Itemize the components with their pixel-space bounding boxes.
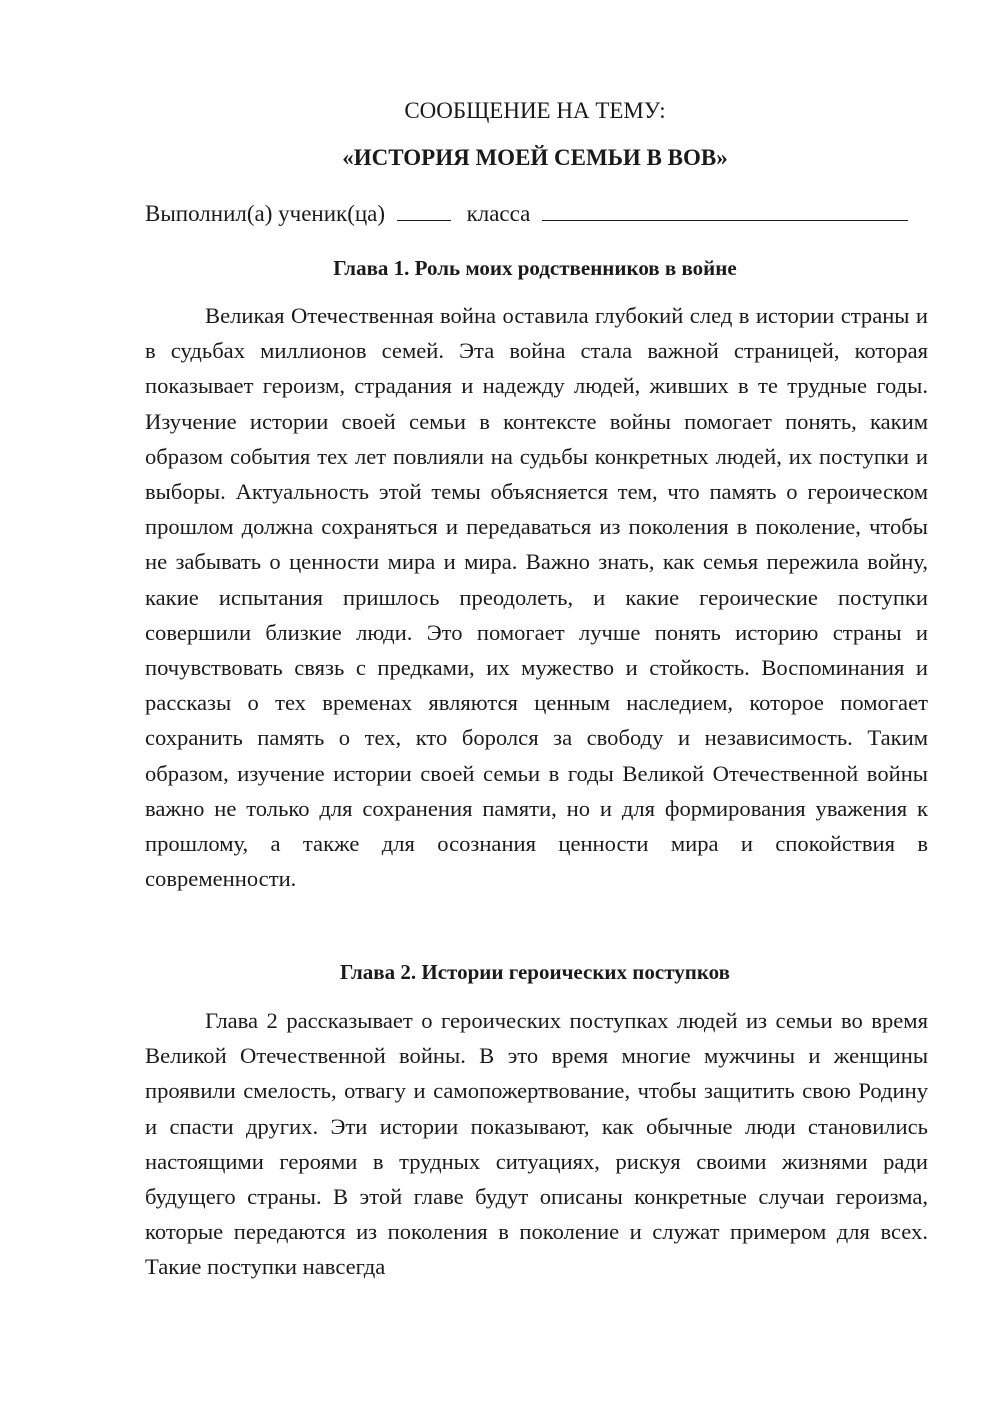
document-title: СООБЩЕНИЕ НА ТЕМУ: [404, 98, 666, 123]
chapter-1-heading: Глава 1. Роль моих родственников в войне [333, 256, 737, 280]
performed-label: Выполнил(а) ученик(ца) [145, 201, 386, 226]
class-label: класса [466, 201, 531, 226]
chapter-1-paragraph: Великая Отечественная война оставила глубокий след в истории страны и в судьбах миллионов семей. Эта война стала важной страницей, которая показывает героизм, страдания и надежду людей, живших в те трудные годы. Изучение истории своей семьи в контексте войны помогает понять, каким образом события тех лет повлияли на судьбы конкретных людей, их поступки и выборы. Актуальность этой темы объясняется тем, что память о героическом прошлом должна сохраняться и передаваться из поколения в поколение, чтобы не забывать о ценности мира и мира. Важно знать, как семья пережила войну, какие испытания пришлось преодолеть, и какие героические поступки совершили близкие люди. Это помогает лучше понять историю страны и почувствовать связь с предками, их мужество и стойкость. Воспоминания и рассказы о тех временах являются ценным наследием, которое помогает сохранить память о тех, кто боролся за свободу и независимость. Таким образом, изучение истории своей семьи в годы Великой Отечественной войны важно не только для сохранения памяти, но и для формирования уважения к прошлому, а также для осознания ценности мира и спокойствия в современности. [145, 303, 928, 892]
chapter-2-paragraph: Глава 2 рассказывает о героических поступках людей из семьи во время Великой Отечественной войны. В это время многие мужчины и женщины проявили смелость, отвагу и самопожертвование, чтобы защитить свою Родину и спасти других. Эти истории показывают, как обычные люди становились настоящими героями в трудных ситуациях, рискуя своими жизнями ради будущего страны. В этой главе будут описаны конкретные случаи героизма, которые передаются из поколения в поколение и служат примером для всех. Такие поступки навсегда [145, 1008, 928, 1280]
grade-blank [397, 198, 451, 221]
name-blank [542, 198, 908, 221]
document-subtitle: «ИСТОРИЯ МОЕЙ СЕМЬИ В ВОВ» [342, 145, 728, 170]
author-line [145, 198, 935, 229]
chapter-2-heading: Глава 2. Истории героических поступков [340, 960, 730, 984]
